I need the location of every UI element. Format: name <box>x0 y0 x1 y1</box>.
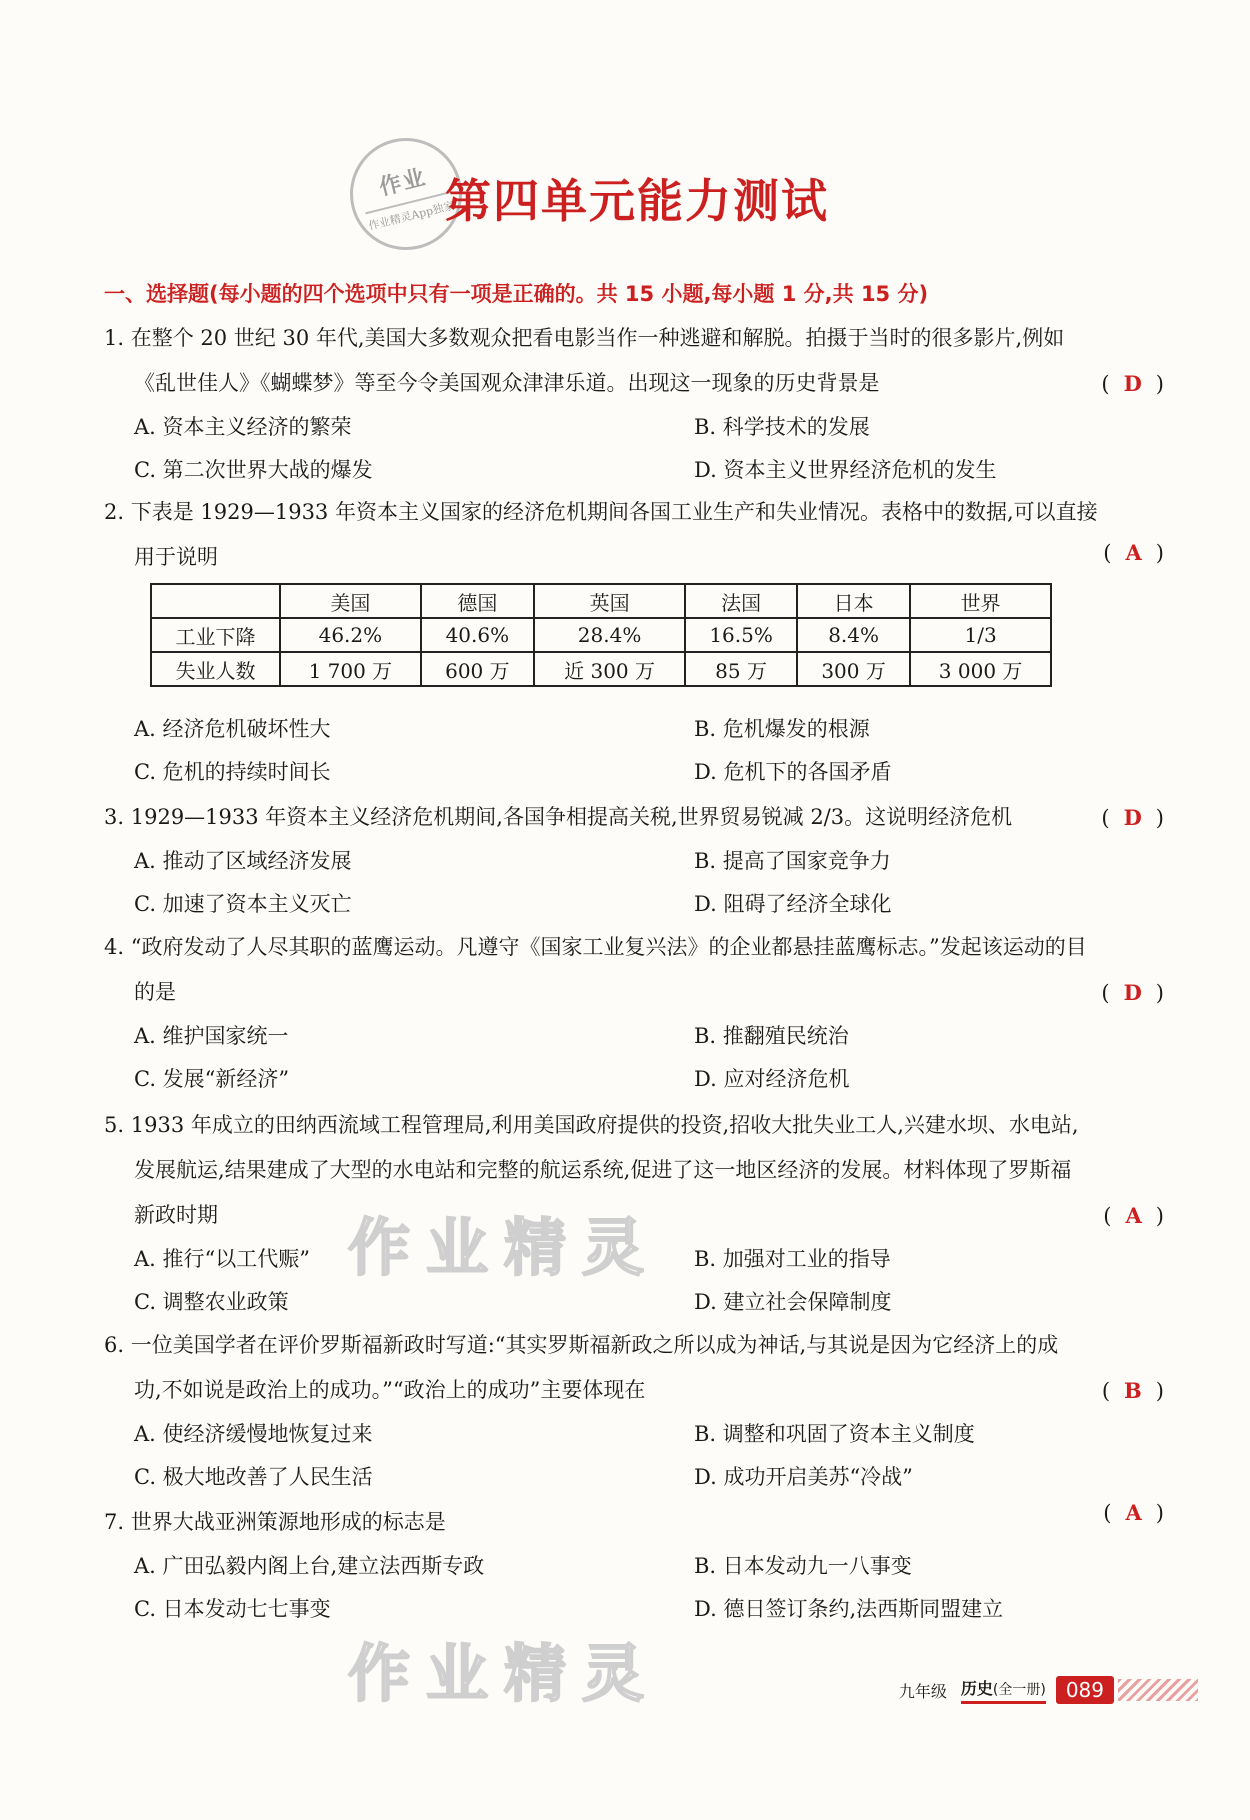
question-6 <box>104 1323 1164 1499</box>
table-cell: 28.4% <box>534 618 685 652</box>
option-b[interactable]: B. 加强对工业的指导 <box>694 1247 891 1271</box>
option-c[interactable]: C. 危机的持续时间长 <box>134 760 331 784</box>
option-c[interactable]: C. 发展“新经济” <box>134 1067 290 1091</box>
footer-subject: 历史(全一册) <box>961 1676 1046 1704</box>
stamp-text-main: 作业 <box>376 163 430 201</box>
option-a[interactable]: A. 广田弘毅内阁上台,建立法西斯专政 <box>134 1554 485 1578</box>
answer-letter: B <box>1124 1378 1142 1403</box>
question-stem: 2. 下表是 1929—1933 年资本主义国家的经济危机期间各国工业生产和失业情况。表格中的数据,可以直接 用于说明 <box>104 500 1098 569</box>
table-cell: 40.6% <box>421 618 534 652</box>
option-b[interactable]: B. 日本发动九一八事变 <box>694 1554 912 1578</box>
answer-letter: A <box>1125 1500 1142 1525</box>
answer-bracket: ( D ) <box>1101 371 1164 396</box>
answer-bracket: ( B ) <box>1101 1378 1164 1403</box>
table-cell: 46.2% <box>280 618 421 652</box>
question-stem: 6. 一位美国学者在评价罗斯福新政时写道:“其实罗斯福新政之所以成为神话,与其说是因为它经济上的成 功,不如说是政治上的成功。”“政治上的成功”主要体现在 <box>104 1333 1059 1402</box>
answer-letter: D <box>1123 980 1142 1005</box>
option-b[interactable]: B. 提高了国家竞争力 <box>694 849 891 873</box>
table-cell: 300 万 <box>797 652 910 686</box>
question-3 <box>104 795 1164 926</box>
answer-letter: D <box>1123 805 1142 830</box>
option-c[interactable]: C. 日本发动七七事变 <box>134 1597 331 1621</box>
question-stem: 5. 1933 年成立的田纳西流域工程管理局,利用美国政府提供的投资,招收大批失业工人,兴建水坝、水电站, 发展航运,结果建成了大型的水电站和完整的航运系统,促进了这一地区经济的发展。材料体现了罗斯福 新政时期 <box>104 1113 1079 1227</box>
question-4 <box>104 925 1164 1101</box>
table-cell: 法国 <box>685 584 797 618</box>
option-d[interactable]: D. 应对经济危机 <box>694 1067 850 1091</box>
option-a[interactable]: A. 推动了区域经济发展 <box>134 849 352 873</box>
page-title: 第四单元能力测试 <box>445 174 829 228</box>
table-cell: 美国 <box>280 584 421 618</box>
option-a[interactable]: A. 维护国家统一 <box>134 1024 289 1048</box>
option-a[interactable]: A. 经济危机破坏性大 <box>134 717 331 741</box>
answer-letter: A <box>1125 540 1142 565</box>
question-2 <box>104 490 1164 580</box>
table-row <box>151 652 1051 686</box>
stamp-text-sub: 作业精灵App独家 <box>365 191 456 234</box>
option-b[interactable]: B. 推翻殖民统治 <box>694 1024 849 1048</box>
table-cell: 16.5% <box>685 618 797 652</box>
table-cell: 日本 <box>797 584 910 618</box>
options <box>104 406 1164 492</box>
option-a[interactable]: A. 使经济缓慢地恢复过来 <box>134 1422 373 1446</box>
option-a[interactable]: A. 推行“以工代赈” <box>134 1247 310 1271</box>
option-a[interactable]: A. 资本主义经济的繁荣 <box>134 415 352 439</box>
question-stem: 7. 世界大战亚洲策源地形成的标志是 <box>104 1510 446 1534</box>
footer-grade: 九年级 <box>898 1681 947 1701</box>
table-row <box>151 618 1051 652</box>
table-cell: 1/3 <box>910 618 1051 652</box>
question-stem: 3. 1929—1933 年资本主义经济危机期间,各国争相提高关税,世界贸易锐减 2/3。这说明经济危机 <box>104 805 1013 829</box>
page-footer <box>899 1676 1198 1704</box>
option-c[interactable]: C. 极大地改善了人民生活 <box>134 1465 373 1489</box>
table-cell: 3 000 万 <box>910 652 1051 686</box>
answer-bracket: ( A ) <box>1103 1500 1164 1525</box>
answer-bracket: ( D ) <box>1101 980 1164 1005</box>
option-d[interactable]: D. 建立社会保障制度 <box>694 1290 892 1314</box>
table-cell: 工业下降 <box>151 618 280 652</box>
options <box>104 1413 1164 1499</box>
answer-bracket: ( A ) <box>1103 540 1164 565</box>
table-cell: 8.4% <box>797 618 910 652</box>
footer-decoration <box>1118 1679 1198 1701</box>
options <box>104 1015 1164 1101</box>
question-7 <box>104 1500 1164 1631</box>
question-stem: 1. 在整个 20 世纪 30 年代,美国大多数观众把看电影当作一种逃避和解脱。拍摄于当时的很多影片,例如 《乱世佳人》《蝴蝶梦》等至今令美国观众津津乐道。出现这一现象的历史背景是 <box>104 326 1065 395</box>
watermark: 作业精灵 <box>348 1211 661 1284</box>
table-cell: 世界 <box>910 584 1051 618</box>
option-d[interactable]: D. 成功开启美苏“冷战” <box>694 1465 913 1489</box>
option-d[interactable]: D. 阻碍了经济全球化 <box>694 892 892 916</box>
option-b[interactable]: B. 科学技术的发展 <box>694 415 870 439</box>
table-header-row <box>151 584 1051 618</box>
table-cell: 600 万 <box>421 652 534 686</box>
watermark: 作业精灵 <box>348 1637 661 1710</box>
answer-bracket: ( A ) <box>1103 1203 1164 1228</box>
table-cell: 1 700 万 <box>280 652 421 686</box>
table-cell: 85 万 <box>685 652 797 686</box>
section-header: 一、选择题(每小题的四个选项中只有一项是正确的。共 15 小题,每小题 1 分,共 15 分) <box>104 282 929 306</box>
data-table <box>150 583 1052 687</box>
option-d[interactable]: D. 危机下的各国矛盾 <box>694 760 892 784</box>
option-d[interactable]: D. 德日签订条约,法西斯同盟建立 <box>694 1597 1004 1621</box>
question-stem: 4. “政府发动了人尽其职的蓝鹰运动。凡遵守《国家工业复兴法》的企业都悬挂蓝鹰标志。”发起该运动的目 的是 <box>104 935 1087 1004</box>
options <box>104 1545 1164 1631</box>
option-c[interactable]: C. 第二次世界大战的爆发 <box>134 458 373 482</box>
option-b[interactable]: B. 调整和巩固了资本主义制度 <box>694 1422 975 1446</box>
table-cell: 英国 <box>534 584 685 618</box>
option-d[interactable]: D. 资本主义世界经济危机的发生 <box>694 458 997 482</box>
options <box>104 840 1164 926</box>
answer-bracket: ( D ) <box>1101 805 1164 830</box>
answer-letter: A <box>1125 1203 1142 1228</box>
question-2-options <box>104 708 1164 794</box>
options <box>104 708 1164 794</box>
option-b[interactable]: B. 危机爆发的根源 <box>694 717 870 741</box>
table-cell <box>151 584 280 618</box>
option-c[interactable]: C. 加速了资本主义灭亡 <box>134 892 352 916</box>
page-number: 089 <box>1056 1676 1114 1704</box>
table-cell: 近 300 万 <box>534 652 685 686</box>
table-cell: 德国 <box>421 584 534 618</box>
answer-letter: D <box>1123 371 1142 396</box>
question-1 <box>104 316 1164 492</box>
option-c[interactable]: C. 调整农业政策 <box>134 1290 289 1314</box>
table-cell: 失业人数 <box>151 652 280 686</box>
